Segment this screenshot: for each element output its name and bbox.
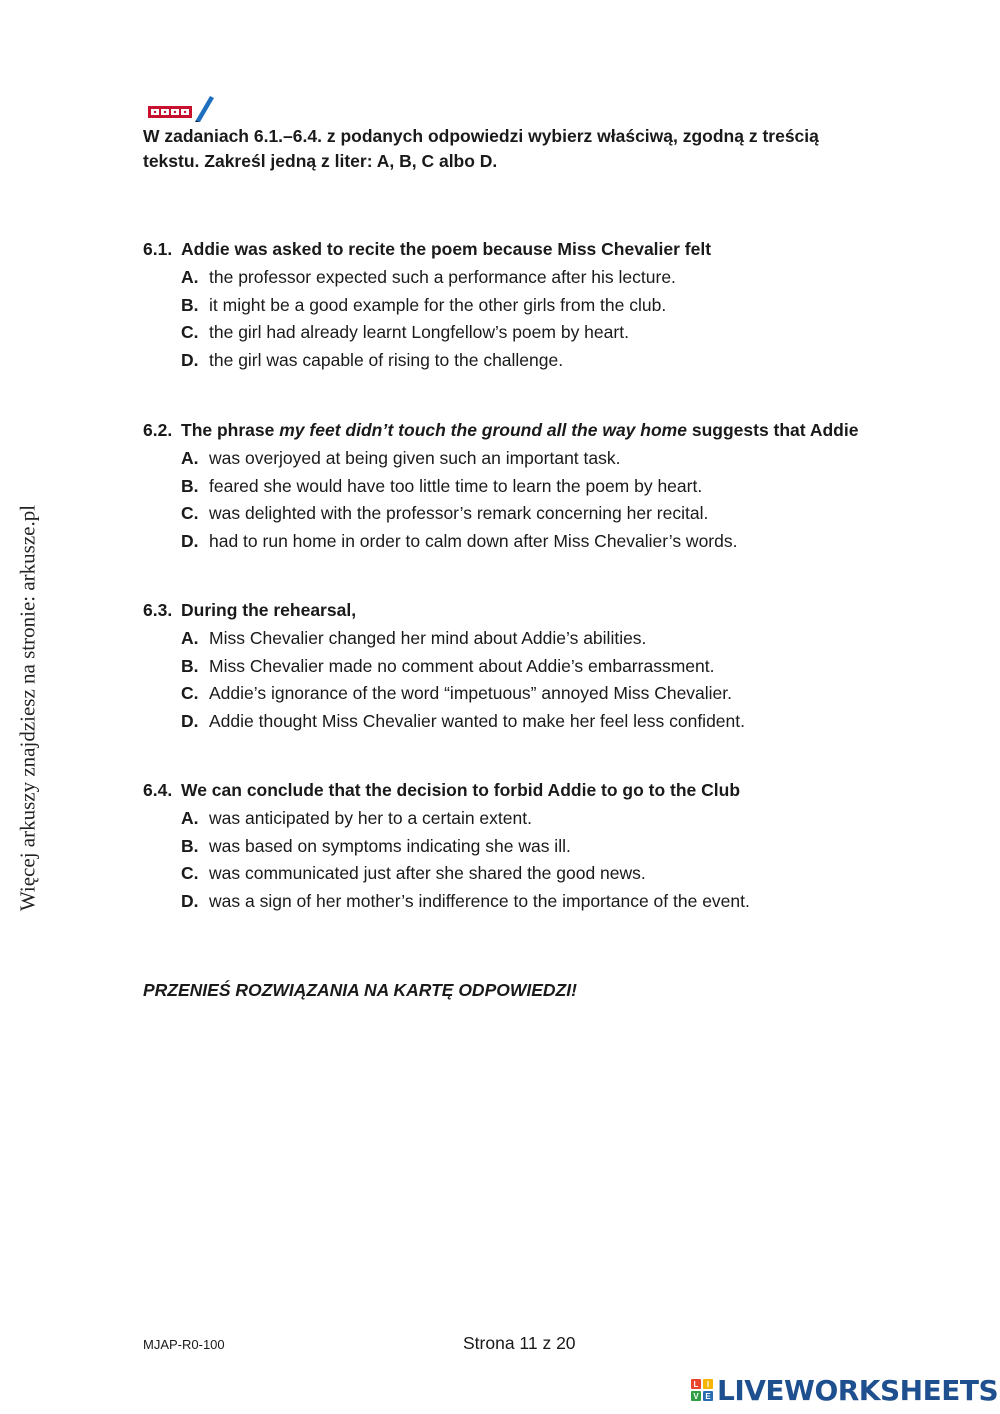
answer-options	[181, 264, 933, 375]
option-text: was communicated just after she shared the good news.	[209, 863, 646, 884]
option-letter: C.	[181, 683, 199, 704]
question-number: 6.3.	[143, 600, 173, 620]
question-number: 6.4.	[143, 780, 173, 800]
task-type-icon	[148, 94, 216, 122]
option-text: Addie’s ignorance of the word “impetuous” annoyed Miss Chevalier.	[209, 683, 733, 704]
option-a[interactable]	[181, 625, 933, 653]
option-text: Miss Chevalier changed her mind about Addie’s abilities.	[209, 628, 647, 648]
option-letter: C.	[181, 503, 199, 524]
option-letter: B.	[181, 835, 199, 856]
option-letter: A.	[181, 628, 199, 648]
option-a[interactable]	[181, 264, 933, 292]
question-text	[181, 417, 858, 443]
question-number: 6.2.	[143, 420, 173, 440]
logo-grid-icon	[691, 1379, 713, 1401]
instruction-line-2: tekstu. Zakreśl jedną z liter: A, B, C albo D.	[143, 151, 498, 171]
logo-letter-v: V	[691, 1391, 701, 1401]
option-letter: A.	[181, 267, 199, 287]
option-c[interactable]	[181, 860, 933, 888]
option-letter: D.	[181, 711, 199, 732]
option-letter: B.	[181, 475, 199, 496]
option-letter: A.	[181, 448, 199, 468]
option-d[interactable]	[181, 708, 933, 736]
option-text: it might be a good example for the other girls from the club.	[209, 294, 667, 315]
question-6-1	[143, 236, 933, 375]
logo-letter-i: I	[703, 1379, 713, 1389]
question-stem	[143, 777, 933, 803]
logo-text: LIVEWORKSHEETS	[717, 1373, 999, 1407]
option-c[interactable]	[181, 680, 933, 708]
stem-before: The phrase	[181, 420, 275, 440]
question-6-2	[143, 417, 943, 556]
question-stem	[143, 417, 943, 443]
option-letter: D.	[181, 531, 199, 552]
transfer-answers-note: PRZENIEŚ ROZWIĄZANIA NA KARTĘ ODPOWIEDZI!	[143, 980, 577, 1000]
exam-code: MJAP-R0-100	[143, 1337, 225, 1352]
question-stem	[143, 597, 933, 623]
question-text: We can conclude that the decision to forbid Addie to go to the Club	[181, 780, 741, 800]
option-letter: B.	[181, 655, 199, 676]
option-letter: B.	[181, 294, 199, 315]
answer-options	[181, 805, 933, 916]
option-text: was based on symptoms indicating she was ill.	[209, 835, 571, 856]
option-letter: D.	[181, 350, 199, 371]
option-text: was a sign of her mother’s indifference to the importance of the event.	[209, 891, 750, 912]
instruction-line-1: W zadaniach 6.1.–6.4. z podanych odpowiedzi wybierz właściwą, zgodną z treścią	[143, 126, 819, 146]
task-instruction	[143, 124, 903, 174]
option-letter: C.	[181, 322, 199, 343]
option-c[interactable]	[181, 500, 943, 528]
option-a[interactable]	[181, 805, 933, 833]
option-text: feared she would have too little time to learn the poem by heart.	[209, 475, 703, 496]
stem-after: suggests that Addie	[691, 420, 859, 440]
question-number: 6.1.	[143, 239, 173, 259]
question-6-3	[143, 597, 933, 736]
option-text: was overjoyed at being given such an important task.	[209, 448, 621, 468]
option-text: the professor expected such a performance after his lecture.	[209, 267, 676, 287]
option-text: the girl was capable of rising to the challenge.	[209, 350, 564, 371]
option-c[interactable]	[181, 319, 933, 347]
option-text: the girl had already learnt Longfellow’s poem by heart.	[209, 322, 629, 343]
option-letter: A.	[181, 808, 199, 828]
option-d[interactable]	[181, 347, 933, 375]
answer-options	[181, 625, 933, 736]
option-text: Miss Chevalier made no comment about Addie’s embarrassment.	[209, 655, 715, 676]
option-text: had to run home in order to calm down after Miss Chevalier’s words.	[209, 531, 738, 552]
option-b[interactable]	[181, 833, 933, 861]
question-stem	[143, 236, 933, 262]
page-number: Strona 11 z 20	[463, 1333, 576, 1353]
option-d[interactable]	[181, 888, 933, 916]
option-text: was delighted with the professor’s remark concerning her recital.	[209, 503, 709, 524]
question-6-4	[143, 777, 933, 916]
option-letter: C.	[181, 863, 199, 884]
logo-letter-l: L	[691, 1379, 701, 1389]
side-watermark: Więcej arkuszy znajdziesz na stronie: arkusze.pl	[15, 504, 40, 912]
answer-options	[181, 445, 943, 556]
option-b[interactable]	[181, 292, 933, 320]
liveworksheets-logo	[691, 1374, 998, 1406]
stem-italic-phrase: my feet didn’t touch the ground all the way home	[279, 420, 687, 440]
question-text: Addie was asked to recite the poem because Miss Chevalier felt	[181, 239, 712, 259]
option-a[interactable]	[181, 445, 943, 473]
question-text: During the rehearsal,	[181, 600, 357, 620]
option-text: Addie thought Miss Chevalier wanted to make her feel less confident.	[209, 711, 745, 732]
option-d[interactable]	[181, 528, 943, 556]
option-b[interactable]	[181, 473, 943, 501]
logo-letter-e: E	[703, 1391, 713, 1401]
option-letter: D.	[181, 891, 199, 912]
option-b[interactable]	[181, 653, 933, 681]
option-text: was anticipated by her to a certain extent.	[209, 808, 532, 828]
